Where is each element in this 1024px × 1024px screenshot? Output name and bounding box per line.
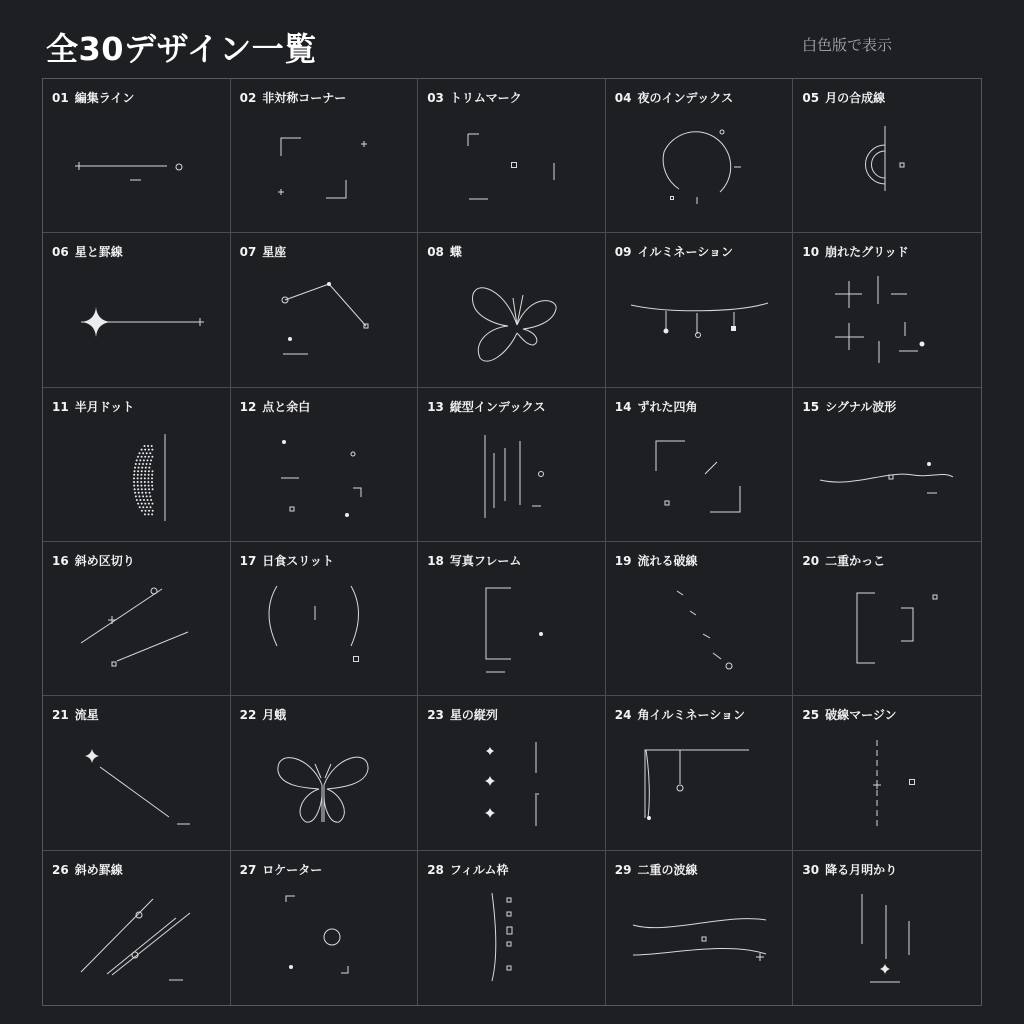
design-cell-13[interactable] (418, 388, 606, 542)
design-name: 斜め罫線 (74, 862, 123, 877)
diagonal-divider-icon (43, 542, 230, 696)
design-cell-22[interactable] (231, 696, 419, 850)
design-name: 写真フレーム (449, 553, 522, 568)
design-name: 半月ドット (74, 399, 135, 414)
constellation-icon (231, 233, 418, 387)
design-name: 破線マージン (825, 708, 897, 723)
photo-frame-icon (418, 542, 605, 696)
design-number: 30 (802, 862, 820, 877)
design-number: 11 (52, 399, 69, 414)
design-number: 20 (802, 553, 820, 568)
design-cell-03[interactable] (418, 79, 606, 233)
asymmetric-corner-icon (231, 79, 418, 233)
design-cell-05[interactable] (793, 79, 981, 233)
film-frame-icon (418, 851, 605, 1005)
design-number: 14 (614, 399, 632, 414)
design-name: フィルム枠 (449, 862, 509, 877)
design-number: 09 (614, 245, 632, 260)
design-cell-11[interactable] (43, 388, 231, 542)
design-number: 15 (802, 399, 820, 414)
page-header (46, 24, 986, 68)
moon-composite-line-icon (793, 79, 980, 233)
offset-square-icon (606, 388, 793, 542)
design-name: 星座 (262, 245, 287, 260)
design-name: ずれた四角 (637, 399, 698, 414)
design-number: 05 (802, 91, 820, 105)
design-name: シグナル波形 (825, 399, 897, 414)
design-grid (42, 78, 982, 1006)
design-name: イルミネーション (637, 245, 734, 260)
design-number: 01 (52, 91, 69, 105)
design-number: 07 (239, 245, 257, 260)
design-number: 23 (427, 708, 444, 723)
design-cell-06[interactable] (43, 233, 231, 387)
design-cell-16[interactable] (43, 542, 231, 696)
design-number: 29 (614, 862, 632, 877)
star-and-rule-icon (43, 233, 230, 387)
design-cell-09[interactable] (606, 233, 794, 387)
half-moon-dot-icon (43, 388, 230, 542)
diagonal-rule-icon (43, 851, 230, 1005)
design-cell-07[interactable] (231, 233, 419, 387)
design-cell-20[interactable] (793, 542, 981, 696)
design-cell-23[interactable] (418, 696, 606, 850)
trim-mark-icon (418, 79, 605, 233)
design-cell-21[interactable] (43, 696, 231, 850)
eclipse-slit-icon (231, 542, 418, 696)
design-number: 26 (52, 862, 69, 877)
double-wave-icon (606, 851, 793, 1005)
design-name: 二重かっこ (825, 553, 886, 568)
illumination-icon (606, 233, 793, 387)
design-number: 16 (52, 553, 69, 568)
design-name: 角イルミネーション (637, 708, 746, 723)
locator-icon (231, 851, 418, 1005)
moth-icon (231, 696, 418, 850)
design-cell-14[interactable] (606, 388, 794, 542)
design-cell-12[interactable] (231, 388, 419, 542)
design-name: トリムマーク (449, 91, 522, 105)
design-name: 降る月明かり (825, 862, 898, 877)
design-number: 25 (802, 708, 820, 723)
design-number: 10 (802, 245, 820, 260)
design-cell-02[interactable] (231, 79, 419, 233)
design-cell-17[interactable] (231, 542, 419, 696)
design-cell-30[interactable] (793, 851, 981, 1005)
design-number: 19 (614, 553, 632, 568)
design-name: 崩れたグリッド (825, 245, 909, 260)
design-number: 18 (427, 553, 444, 568)
dashed-margin-icon (793, 696, 980, 850)
design-number: 13 (427, 399, 444, 414)
design-cell-08[interactable] (418, 233, 606, 387)
design-number: 22 (239, 708, 257, 723)
design-name: 月の合成線 (825, 91, 886, 105)
broken-grid-icon (793, 233, 980, 387)
design-number: 24 (614, 708, 632, 723)
flowing-dash-icon (606, 542, 793, 696)
design-cell-28[interactable] (418, 851, 606, 1005)
signal-wave-icon (793, 388, 980, 542)
design-name: 流れる破線 (637, 553, 698, 568)
design-name: 点と余白 (262, 399, 311, 414)
design-name: ロケーター (262, 862, 323, 877)
edit-line-icon (43, 79, 230, 233)
design-name: 流星 (74, 708, 99, 723)
design-name: 星と罫線 (74, 245, 123, 260)
design-name: 縦型インデックス (449, 399, 546, 414)
design-number: 27 (239, 862, 257, 877)
design-number: 02 (239, 91, 257, 105)
design-name: 蝶 (449, 245, 462, 260)
design-number: 08 (427, 245, 444, 260)
design-number: 12 (239, 399, 257, 414)
design-number: 17 (239, 553, 257, 568)
design-cell-29[interactable] (606, 851, 794, 1005)
dots-and-space-icon (231, 388, 418, 542)
design-cell-10[interactable] (793, 233, 981, 387)
design-number: 03 (427, 91, 444, 105)
corner-illumination-icon (606, 696, 793, 850)
design-number: 06 (52, 245, 69, 260)
design-number: 04 (614, 91, 632, 105)
design-number: 21 (52, 708, 69, 723)
star-column-icon (418, 696, 605, 850)
design-cell-15[interactable] (793, 388, 981, 542)
design-cell-25[interactable] (793, 696, 981, 850)
design-cell-26[interactable] (43, 851, 231, 1005)
design-cell-27[interactable] (231, 851, 419, 1005)
design-name: 夜のインデックス (637, 91, 734, 105)
design-name: 斜め区切り (74, 553, 135, 568)
design-name: 非対称コーナー (262, 91, 347, 105)
design-cell-18[interactable] (418, 542, 606, 696)
design-name: 月蛾 (262, 708, 287, 723)
night-index-icon (606, 79, 793, 233)
design-name: 日食スリット (262, 553, 334, 568)
double-bracket-icon (793, 542, 980, 696)
design-number: 28 (427, 862, 444, 877)
design-name: 編集ライン (74, 91, 135, 105)
design-cell-01[interactable] (43, 79, 231, 233)
design-cell-19[interactable] (606, 542, 794, 696)
design-name: 二重の波線 (637, 862, 698, 877)
design-cell-24[interactable] (606, 696, 794, 850)
page-title: 全30デザイン一覧 (46, 30, 317, 68)
falling-moonlight-icon (793, 851, 980, 1005)
vertical-index-icon (418, 388, 605, 542)
white-version-toggle[interactable]: 白色版で表示 (802, 36, 893, 54)
design-name: 星の縦列 (449, 708, 498, 723)
meteor-icon (43, 696, 230, 850)
design-cell-04[interactable] (606, 79, 794, 233)
butterfly-icon (418, 233, 605, 387)
